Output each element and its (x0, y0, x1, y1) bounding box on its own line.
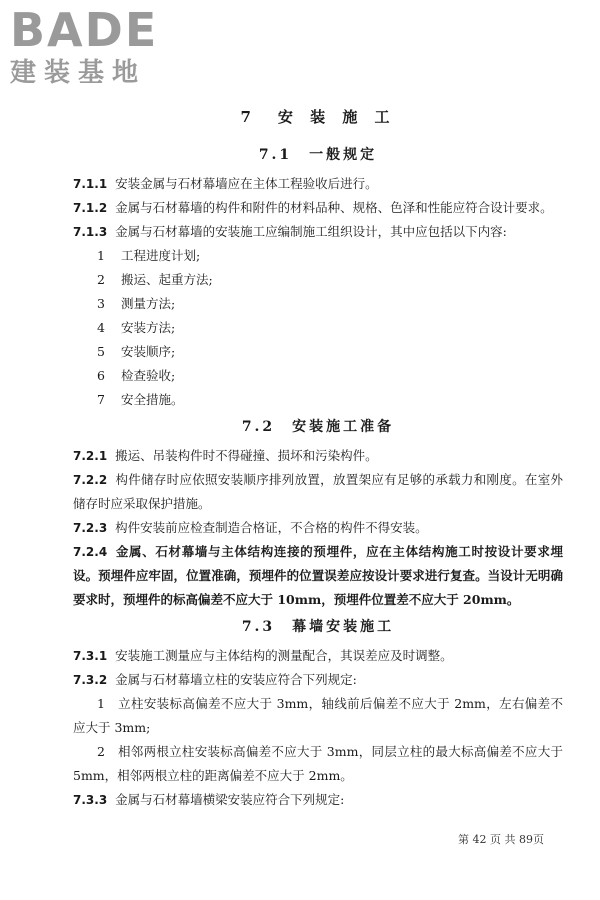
clause (73, 220, 563, 244)
clause-text: 构件安装前应检查制造合格证，不合格的构件不得安装。 (115, 520, 428, 535)
clause-number: 7.3.2 (73, 673, 108, 687)
section-title: 7.2 安装施工准备 (241, 419, 395, 435)
clause-number: 7.2.4 (73, 545, 108, 559)
clause-number: 7.1.1 (73, 177, 108, 191)
item-number: 5 (97, 344, 105, 359)
clause-text: 金属与石材幕墙立柱的安装应符合下列规定: (115, 672, 357, 687)
clause-number: 7.2.2 (73, 473, 108, 487)
sub-paragraph: 2 相邻两根立柱安装标高偏差不应大于 3mm，同层立柱的最大标高偏差不应大于 5mm，相邻两根立柱的距离偏差不应大于 2mm。 (73, 744, 563, 783)
list-item (73, 364, 563, 388)
clause-number: 7.3.1 (73, 649, 108, 663)
item-text: 安全措施。 (121, 392, 184, 407)
clause-text: 金属与石材幕墙的构件和附件的材料品种、规格、色泽和性能应符合设计要求。 (115, 200, 553, 215)
item-text: 搬运、起重方法; (121, 272, 213, 287)
clause-text: 安装金属与石材幕墙应在主体工程验收后进行。 (115, 176, 378, 191)
list-item (73, 268, 563, 292)
item-number: 3 (97, 296, 105, 311)
clause-text: 安装施工测量应与主体结构的测量配合，其误差应及时调整。 (115, 648, 453, 663)
list-item (73, 340, 563, 364)
clause-number: 7.1.3 (73, 225, 108, 239)
clause (73, 196, 563, 220)
clause (73, 788, 563, 812)
list-item (73, 388, 563, 412)
sub-paragraph: 1 立柱安装标高偏差不应大于 3mm，轴线前后偏差不应大于 2mm，左右偏差不应大于 3mm; (73, 696, 563, 735)
clause (73, 516, 563, 540)
clause-number: 7.2.3 (73, 521, 108, 535)
document-body (73, 100, 563, 812)
clause (73, 172, 563, 196)
item-number: 1 (97, 248, 105, 263)
item-number: 4 (97, 320, 105, 335)
clause-text: 金属、石材幕墙与主体结构连接的预埋件，应在主体结构施工时按设计要求埋设。预埋件应牢固，位置准确，预埋件的位置误差应按设计要求进行复查。当设计无明确要求时，预埋件的标高偏差不应大于 10mm，预埋件位置差不应大于 20mm。 (73, 544, 563, 607)
clause-number: 7.3.3 (73, 793, 108, 807)
clause-text: 搬运、吊装构件时不得碰撞、损坏和污染构件。 (115, 448, 378, 463)
clause-mandatory (73, 540, 563, 612)
clause-text: 构件储存时应依照安装顺序排列放置，放置架应有足够的承载力和刚度。在室外储存时应采取保护措施。 (73, 472, 563, 511)
item-text: 安装顺序; (121, 344, 176, 359)
logo-brand: BADE (10, 3, 159, 57)
item-number: 6 (97, 368, 105, 383)
clause (73, 644, 563, 668)
clause (73, 468, 563, 516)
clause (73, 668, 563, 692)
chapter-title: 7 安 装 施 工 (240, 108, 396, 126)
item-number: 7 (97, 392, 105, 407)
clause-text: 金属与石材幕墙的安装施工应编制施工组织设计，其中应包括以下内容: (115, 224, 507, 239)
bade-logo (10, 3, 185, 90)
item-number: 2 (97, 272, 105, 287)
list-item (73, 316, 563, 340)
logo-subtitle: 建装基地 (10, 58, 147, 88)
clause-number: 7.2.1 (73, 449, 108, 463)
list-item (73, 244, 563, 268)
item-text: 工程进度计划; (121, 248, 201, 263)
clause-text: 金属与石材幕墙横梁安装应符合下列规定: (115, 792, 345, 807)
list-item (73, 292, 563, 316)
item-text: 安装方法; (121, 320, 176, 335)
section-title: 7.3 幕墙安装施工 (241, 619, 395, 635)
item-text: 检查验收; (121, 368, 176, 383)
section-title: 7.1 一般规定 (258, 147, 378, 163)
page-number: 第 42 页 共 89页 (458, 833, 544, 846)
item-text: 测量方法; (121, 296, 176, 311)
clause (73, 444, 563, 468)
clause-number: 7.1.2 (73, 201, 108, 215)
